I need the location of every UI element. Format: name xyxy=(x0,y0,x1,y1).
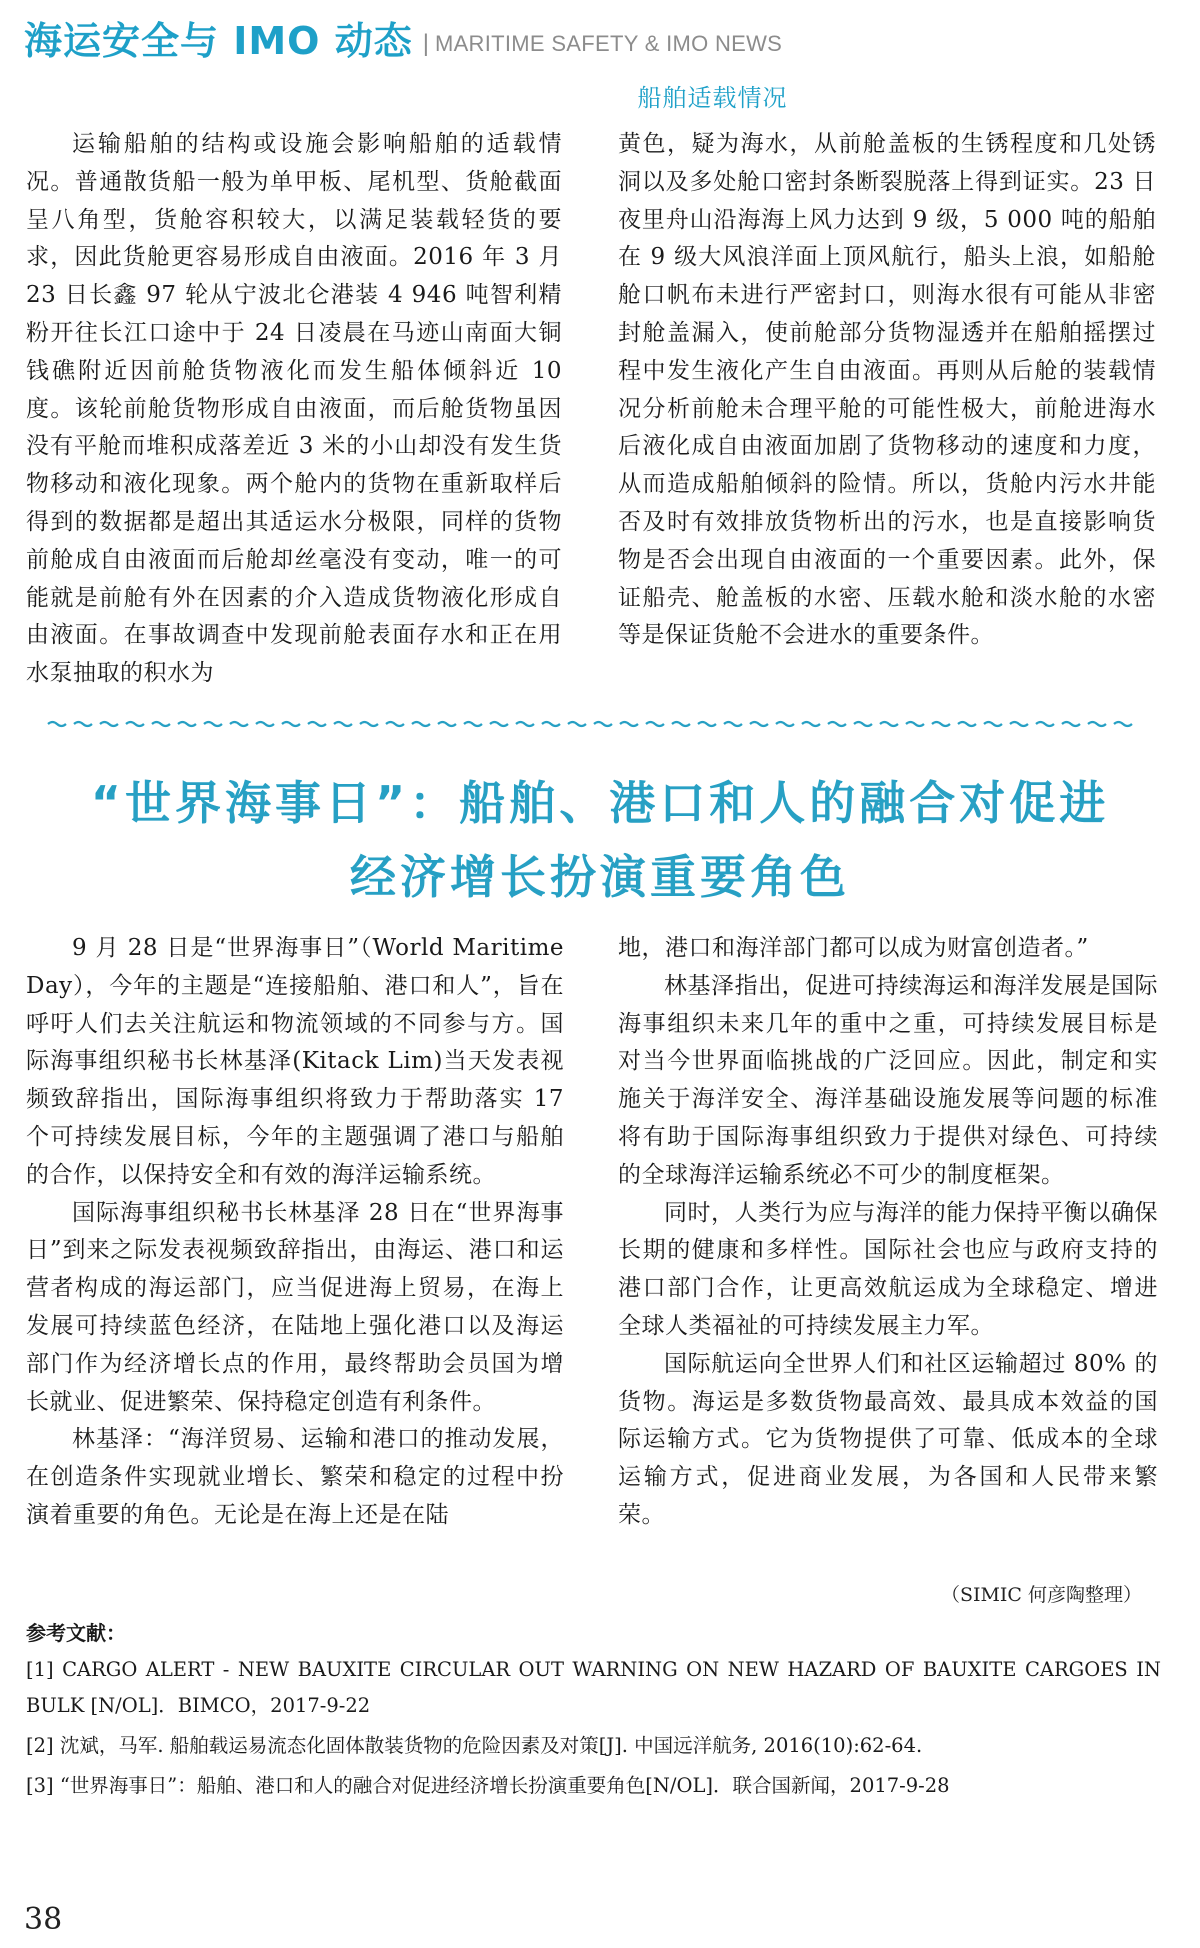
reference-item: [2] 沈斌，马军. 船舶载运易流态化固体散装货物的危险因素及对策[J]. 中国远洋航务, 2016(10):62-64. xyxy=(26,1734,923,1757)
section-header-title: 海运安全与 IMO 动态 xyxy=(24,19,413,63)
reference-item: [3] “世界海事日”：船舶、港口和人的融合对促进经济增长扮演重要角色[N/OL]．联合国新闻，2017-9-28 xyxy=(26,1774,950,1797)
article2-paragraph-3: 林基泽：“海洋贸易、运输和港口的推动发展，在创造条件实现就业增长、繁荣和稳定的过程中扮演着重要的角色。无论是在海上还是在陆 xyxy=(26,1426,564,1528)
article2-paragraph-6: 国际航运向全世界人们和社区运输超过 80% 的货物。海运是多数货物最高效、最具成本效益的国际运输方式。它为货物提供了可靠、低成本的全球运输方式，促进商业发展，为各国和人民带来繁荣。 xyxy=(618,1350,1158,1528)
page-number: 38 xyxy=(24,1902,63,1937)
article2-paragraph-1: 9 月 28 日是“世界海事日”（World Maritime Day），今年的主题是“连接船舶、港口和人”，旨在呼吁人们去关注航运和物流领域的不同参与方。国际海事组织秘书长林基泽(Kitack Lim)当天发表视频致辞指出，国际海事组织将致力于帮助落实 17 个可持续发展目标，今年的主题强调了港口与船舶的合作，以保持安全和有效的海洋运输系统。 xyxy=(26,935,564,1188)
article2-left-column xyxy=(26,930,564,1535)
page-header xyxy=(24,14,782,64)
subsection-title: 船舶适载情况 xyxy=(637,84,788,112)
article2-title xyxy=(0,766,1200,914)
article2-paragraph-continued: 地，港口和海洋部门都可以成为财富创造者。” xyxy=(618,935,1089,961)
wave-divider xyxy=(46,718,1136,730)
article2-title-line2: 经济增长扮演重要角色 xyxy=(350,850,850,904)
article2-paragraph-2: 国际海事组织秘书长林基泽 28 日在“世界海事日”到来之际发表视频致辞指出，由海运、港口和运营者构成的海运部门，应当促进海上贸易，在海上发展可持续蓝色经济，在陆地上强化港口以及海运部门作为经济增长点的作用，最终帮助会员国为增长就业、促进繁荣、保持稳定创造有利条件。 xyxy=(26,1199,564,1415)
section-header-english: MARITIME SAFETY & IMO NEWS xyxy=(434,31,783,56)
article1-paragraph-continued: 黄色，疑为海水，从前舱盖板的生锈程度和几处锈洞以及多处舱口密封条断裂脱落上得到证实。23 日夜里舟山沿海海上风力达到 9 级，5 000 吨的船舶在 9 级大风浪洋面上顶风航行，船头上浪，如船舱舱口帆布未进行严密封口，则海水很有可能从非密封舱盖漏入，使前舱部分货物湿透并在船舶摇摆过程中发生液化产生自由液面。再则从后舱的装载情况分析前舱未合理平舱的可能性极大，前舱进海水后液化成自由液面加剧了货物移动的速度和力度，从而造成船舶倾斜的险情。所以，货舱内污水井能否及时有效排放货物析出的污水，也是直接影响货物是否会出现自由液面的一个重要因素。此外，保证船壳、舱盖板的水密、压载水舱和淡水舱的水密等是保证货舱不会进水的重要条件。 xyxy=(618,131,1156,649)
article1-right-column xyxy=(618,126,1156,655)
article1-paragraph: 运输船舶的结构或设施会影响船舶的适载情况。普通散货船一般为单甲板、尾机型、货舱截面呈八角型，货舱容积较大，以满足装载轻货的要求，因此货舱更容易形成自由液面。2016 年 3 月 23 日长鑫 97 轮从宁波北仑港装 4 946 吨智利精粉开往长江口途中于 24 日凌晨在马迹山南面大铜钱礁附近因前舱货物液化而发生船体倾斜近 10 度。该轮前舱货物形成自由液面，而后舱货物虽因没有平舱而堆积成落差近 3 米的小山却没有发生货物移动和液化现象。两个舱内的货物在重新取样后得到的数据都是超出其适运水分极限，同样的货物前舱成自由液面而后舱却丝毫没有变动，唯一的可能就是前舱有外在因素的介入造成货物液化形成自由液面。在事故调查中发现前舱表面存水和正在用水泵抽取的积水为 xyxy=(26,131,562,687)
header-separator: | xyxy=(422,30,429,57)
article2-right-column xyxy=(618,930,1158,1535)
article2-paragraph-4: 林基泽指出，促进可持续海运和海洋发展是国际海事组织未来几年的重中之重，可持续发展目标是对当今世界面临挑战的广泛回应。因此，制定和实施关于海洋安全、海洋基础设施发展等问题的标准将有助于国际海事组织致力于提供对绿色、可持续的全球海洋运输系统必不可少的制度框架。 xyxy=(618,972,1158,1188)
reference-item: [1] CARGO ALERT - NEW BAUXITE CIRCULAR OUT WARNING ON NEW HAZARD OF BAUXITE CARGOES IN BULK [N/OL]．BIMCO，2017-9-22 xyxy=(26,1658,1161,1717)
article2-paragraph-5: 同时，人类行为应与海洋的能力保持平衡以确保长期的健康和多样性。国际社会也应与政府支持的港口部门合作，让更高效航运成为全球稳定、增进全球人类福祉的可持续发展主力军。 xyxy=(618,1199,1158,1339)
references-heading: 参考文献： xyxy=(26,1621,126,1645)
article2-title-line1: “世界海事日”：船舶、港口和人的融合对促进 xyxy=(90,776,1110,830)
references xyxy=(26,1618,1161,1804)
editor-credit: （SIMIC 何彦陶整理） xyxy=(940,1584,1142,1606)
article1-left-column xyxy=(26,126,562,693)
